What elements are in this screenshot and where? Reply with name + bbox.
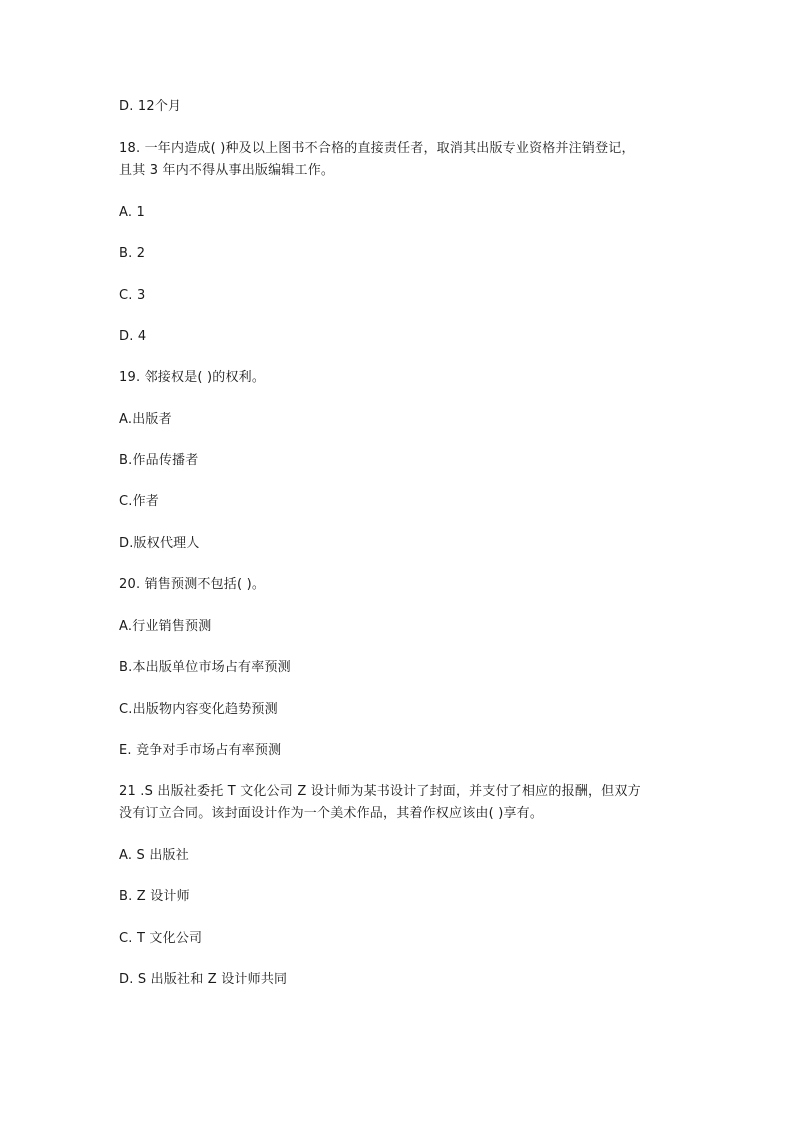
question-18-option-a: A. 1 — [119, 205, 146, 220]
question-19-option-d: D.版权代理人 — [119, 536, 200, 551]
question-19-text: 19. 邻接权是( )的权利。 — [119, 370, 266, 385]
question-18-text-line1: 18. 一年内造成( )种及以上图书不合格的直接责任者，取消其出版专业资格并注销登记， — [119, 141, 635, 156]
question-21-text-line1: 21 .S 出版社委托 T 文化公司 Z 设计师为某书设计了封面，并支付了相应的报酬，但双方 — [119, 784, 641, 799]
question-20-option-b: B.本出版单位市场占有率预测 — [119, 660, 291, 675]
question-21-option-b: B. Z 设计师 — [119, 889, 190, 904]
question-19-option-c: C.作者 — [119, 494, 160, 509]
question-20-option-a: A.行业销售预测 — [119, 619, 212, 634]
question-18-text-line2: 且其 3 年内不得从事出版编辑工作。 — [119, 163, 335, 178]
question-20-option-c: C.出版物内容变化趋势预测 — [119, 702, 278, 717]
question-18-option-b: B. 2 — [119, 246, 146, 261]
question-21-option-d: D. S 出版社和 Z 设计师共同 — [119, 972, 288, 987]
question-18-option-d: D. 4 — [119, 329, 147, 344]
question-21-option-c: C. T 文化公司 — [119, 931, 203, 946]
question-20-text: 20. 销售预测不包括( )。 — [119, 577, 266, 592]
question-21-option-a: A. S 出版社 — [119, 848, 189, 863]
question-21-text-line2: 没有订立合同。该封面设计作为一个美术作品，其着作权应该由( )享有。 — [119, 806, 544, 821]
question-19-option-a: A.出版者 — [119, 412, 172, 427]
question-20-option-e: E. 竞争对手市场占有率预测 — [119, 743, 282, 758]
question-18-option-c: C. 3 — [119, 288, 146, 303]
prev-question-option-d: D. 12个月 — [119, 99, 182, 114]
question-19-option-b: B.作品传播者 — [119, 453, 199, 468]
